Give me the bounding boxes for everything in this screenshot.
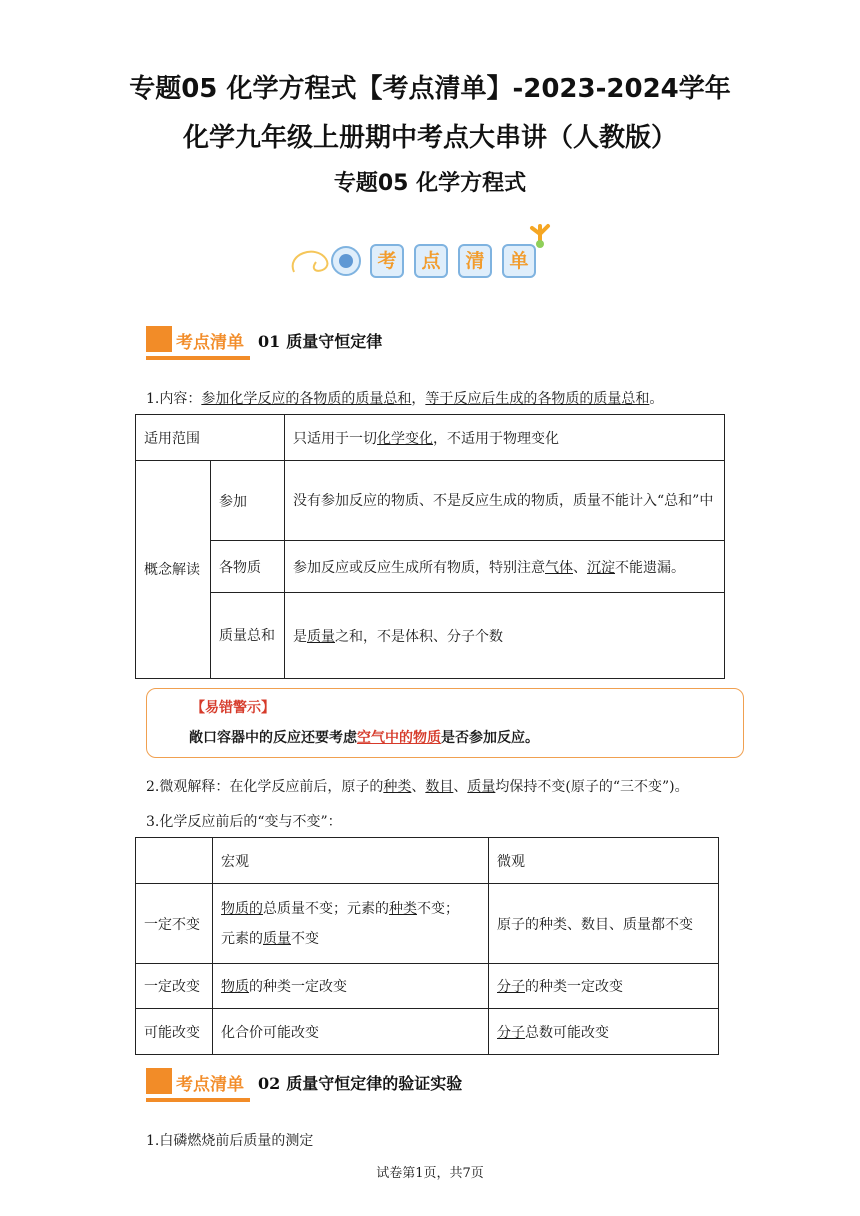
warning-text-b: 是否参加反应。 <box>441 730 539 746</box>
cell-scope-text <box>285 415 725 461</box>
paragraph-content <box>146 388 663 408</box>
cell-r2-macro <box>213 964 489 1009</box>
paragraph-micro <box>146 776 689 796</box>
cell-r3-macro: 化合价可能改变 <box>213 1009 489 1055</box>
p1-underlined-b: 等于反应后生成的各物质的质量总和 <box>425 391 650 407</box>
scope-underlined: 化学变化 <box>377 430 433 447</box>
section-title <box>258 329 382 352</box>
table-row <box>136 541 725 593</box>
kaodian-banner <box>286 214 554 284</box>
doc-subtitle: 专题05 化学方程式 <box>333 171 527 196</box>
cell-r1-label: 一定不变 <box>136 884 213 964</box>
table-row <box>136 415 725 461</box>
cell-r1-label: 参加 <box>211 461 285 541</box>
page-footer: 试卷第1页，共7页 <box>376 1166 484 1181</box>
section-marker-icon <box>146 326 172 352</box>
scope-b: ，不适用于物理变化 <box>433 430 559 447</box>
cell-header-macro: 宏观 <box>213 838 489 884</box>
table-row <box>136 884 719 964</box>
r2-micro-u: 分子 <box>497 979 525 995</box>
r2-b: 不能遗漏。 <box>615 559 685 576</box>
r2-precipitate: 沉淀 <box>587 559 615 576</box>
cell-scope-label: 适用范围 <box>136 415 285 461</box>
p1-prefix: 1.内容： <box>146 391 202 407</box>
scope-a: 只适用于一切 <box>293 430 377 447</box>
section-underline <box>146 356 250 360</box>
r2-macro-b: 的种类一定改变 <box>249 979 347 995</box>
table-row <box>136 461 725 541</box>
section-title-text: 质量守恒定律的验证实验 <box>286 1074 463 1093</box>
r2-gas: 气体 <box>545 559 573 576</box>
p2-s2: 、 <box>453 779 468 795</box>
section-tag: 考点清单 <box>176 333 244 353</box>
cell-concept-label: 概念解读 <box>136 461 211 679</box>
section-marker-icon <box>146 1068 172 1094</box>
r3-micro-b: 总数可能改变 <box>525 1024 609 1041</box>
cell-r3-micro <box>489 1009 719 1055</box>
cell-r1-macro <box>213 884 489 964</box>
warning-title: 【易错警示】 <box>191 700 275 716</box>
doc-title-line-1: 专题05 化学方程式【考点清单】-2023-2024学年 <box>129 74 731 104</box>
r1-macro-u1: 物质的 <box>221 900 263 917</box>
cell-r2-label: 各物质 <box>211 541 285 593</box>
table-row <box>136 593 725 679</box>
p1-end: 。 <box>649 391 664 407</box>
paragraph-change: 3.化学反应前后的“变与不变”： <box>146 814 342 830</box>
section-title <box>258 1071 462 1094</box>
cell-header-micro: 微观 <box>489 838 719 884</box>
p2-number: 数目 <box>425 779 454 795</box>
r2-micro-b: 的种类一定改变 <box>525 979 623 995</box>
r3-mass: 质量 <box>307 628 335 645</box>
table-mass-conservation <box>135 414 725 679</box>
section-underline <box>146 1098 250 1102</box>
table-row <box>136 964 719 1009</box>
r1-macro-u2: 种类 <box>389 900 417 917</box>
p2-s1: 、 <box>411 779 426 795</box>
banner-char-dian: 点 <box>414 244 448 278</box>
cell-r3-label: 质量总和 <box>211 593 285 679</box>
p2-kind: 种类 <box>383 779 412 795</box>
warning-highlight: 空气中的物质 <box>357 730 441 746</box>
r1-macro-u3: 质量 <box>263 930 291 947</box>
banner-char-kao: 考 <box>370 244 404 278</box>
r2-macro-u: 物质 <box>221 979 249 995</box>
p1-underlined-a: 参加化学反应的各物质的质量总和 <box>201 391 412 407</box>
section-number: 02 <box>258 1074 281 1093</box>
p2-b: 均保持不变(原子的“三不变”)。 <box>495 779 689 795</box>
table-row <box>136 838 719 884</box>
warning-box <box>146 688 744 758</box>
p1-comma: ， <box>411 391 426 407</box>
cell-r1-text: 没有参加反应的物质、不是反应生成的物质，质量不能计入“总和”中 <box>285 461 725 541</box>
r1-macro-c: 元素的 <box>221 930 263 947</box>
doc-title-line-2: 化学九年级上册期中考点大串讲（人教版） <box>182 123 677 153</box>
section-number: 01 <box>258 332 281 351</box>
cell-r2-label: 一定改变 <box>136 964 213 1009</box>
cell-r2-micro <box>489 964 719 1009</box>
banner-char-qing: 清 <box>458 244 492 278</box>
warning-text <box>189 727 539 747</box>
table-row <box>136 1009 719 1055</box>
r1-macro-b: 不变； <box>417 900 459 917</box>
p2-mass: 质量 <box>467 779 496 795</box>
paragraph-white-phosphorus: 1.白磷燃烧前后质量的测定 <box>146 1133 314 1149</box>
r3-b: 之和，不是体积、分子个数 <box>335 628 503 645</box>
table-change-invariance <box>135 837 719 1055</box>
section-title-text: 质量守恒定律 <box>286 332 383 351</box>
r1-macro-a: 总质量不变；元素的 <box>263 900 389 917</box>
r1-macro-d: 不变 <box>291 930 319 947</box>
p2-a: 2.微观解释：在化学反应前后，原子的 <box>146 779 384 795</box>
r3-a: 是 <box>293 628 307 645</box>
cell-r2-text <box>285 541 725 593</box>
r2-a: 参加反应或反应生成所有物质，特别注意 <box>293 559 545 576</box>
r2-sep: 、 <box>573 559 587 576</box>
r3-micro-u: 分子 <box>497 1024 525 1041</box>
section-tag: 考点清单 <box>176 1075 244 1095</box>
cell-r3-label: 可能改变 <box>136 1009 213 1055</box>
warning-text-a: 敞口容器中的反应还要考虑 <box>189 730 357 746</box>
cell-empty <box>136 838 213 884</box>
banner-char-dan: 单 <box>502 244 536 278</box>
cell-r1-micro: 原子的种类、数目、质量都不变 <box>489 884 719 964</box>
cell-r3-text <box>285 593 725 679</box>
